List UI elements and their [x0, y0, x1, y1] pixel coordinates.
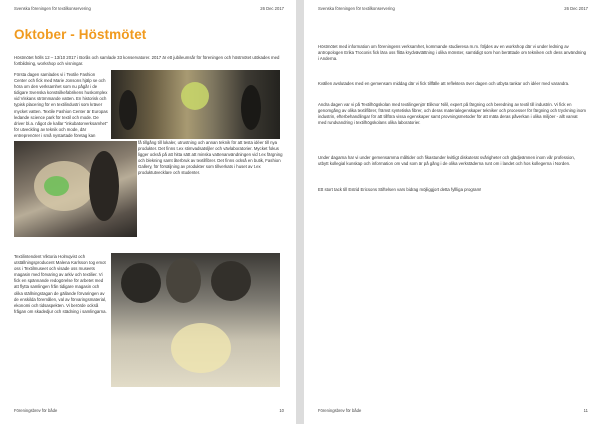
body-column-2: få tillgång till lokaler, utrustning och annan teknik för att testa idéer till nya produkter. Det finns t.ex stimvadsatsljler och vävlaboratorier. Mycket fokus ligger också på att hitta sätt att minska vattenanvändningen vid t.ex färgning och blekning samt återbruk av textilfibrer. Det finns också en butik, Fashion Gallery, för försäljning av produkter som tillverkats i huset av t.ex produktutvecklare och studenter. [138, 140, 283, 176]
body-column-1: Första dagen samlades vi i Textile Fashion Center och fick med Marie Jonsons hjälp se och höra om den verksamhet som nu pågår i de tidigare Svenska konstsilkefabrikens huskomplex vid Viskans strömmande vatten. En historisk och typisk placering för en textilindustri som kräver mycket vatten. Textile Fashion Center är Europas ledande science park för textil och mode. De driver bl.a. något de kallar "inkubatorverksamhet" för utveckling av teknik och mode, där entreprenörer i små nystartade företag kan [14, 72, 108, 138]
paragraph-5: Ett stort tack till Estrid Ericsons Stiftelsen vars bidrag möjliggjort detta fyllliga program! [318, 187, 482, 192]
footer-text: Föreningsbrev för både [318, 408, 362, 413]
paragraph-2: Kvällen avslutades med en gemensam middag där vi fick tillfälle att reflektera över dagen och utbyta tankar och idéer med varandra. [318, 81, 570, 86]
page-title: Oktober - Höstmötet [14, 27, 147, 42]
right-page [304, 0, 600, 424]
running-header: Svenska föreningen för textilkonservering [318, 6, 395, 11]
body-column-3: Textilintendent Viktoria Holmqvist och utställningsproducent Malena Karlsson tog emot oss i Textilmuseet och visade oss museets magasin med förvaring av arkiv och textilier. Vi fick en spännande redogörelse för arbetet med att flytta samlingen från tidigare magasin och olika ställningstagan de gällande förvaringen av de enskilda föremålen, val av förvaringsmaterial, ekonomi och tidsaspekten. Vi berörde också frågan om skadedjur och städning i samlingarna. [14, 254, 107, 314]
running-header: Svenska föreningen för textilkonservering [14, 6, 91, 11]
header-date: 26 Dec 2017 [260, 6, 284, 11]
paragraph-4: Under dagarna har vi under gemensamma måltider och fikastunder kvitligt diskuterat svårigheter och glädjeämnen inom vår profession, utbytt kollegial kunskap och information om vad som är på gång i de olika verkstäderna runt om i landet och hos kollegerna i Norden. [318, 155, 575, 167]
museum-storage-photo [111, 253, 280, 387]
header-date: 26 Dec 2017 [564, 6, 588, 11]
intro-paragraph: Höstmötet hölls 12 – 13/10 2017 i Borås och samlade 33 konservatorer. 2017 är ett jubileumsår för föreningen och höstmötet utökades med fortbildning, workshop och visningar. [14, 55, 280, 67]
paragraph-1: Höstmötet med information om föreningens verksamhet, kommande studieresa m.m. följdes av en workshop där vi under ledning av antropologen Erika Troconis fick lära oss flitta krydvävtättning i olika mönster, samtidigt som hon berättade om tekniken och dess användning i Anderna. [318, 44, 586, 62]
exhibition-photo [111, 70, 280, 139]
textile-photo [14, 141, 137, 237]
page-number: 10 [279, 408, 284, 413]
page-number: 11 [583, 408, 588, 413]
footer-text: Föreningsbrev för både [14, 408, 58, 413]
left-page [0, 0, 296, 424]
paragraph-3: Andra dagen var vi på Textilhögskolan med textilingenjör Eliknor Nilil, expert på färgning och beredning av textil till industrin. Vi fick en genomgång av olika textilfibrer, främst syntetiska fibrer, och deras materialegenskaper tekniker och processer för färgning och tryckning inom industrin, efterbehandlingar för att tillföra vissa egenskaper samt provningsmetoder för att mäta deras påverkan i olika miljöer - allt varvat med rundvandring i textilhögskolans olika laboratorier. [318, 102, 586, 126]
